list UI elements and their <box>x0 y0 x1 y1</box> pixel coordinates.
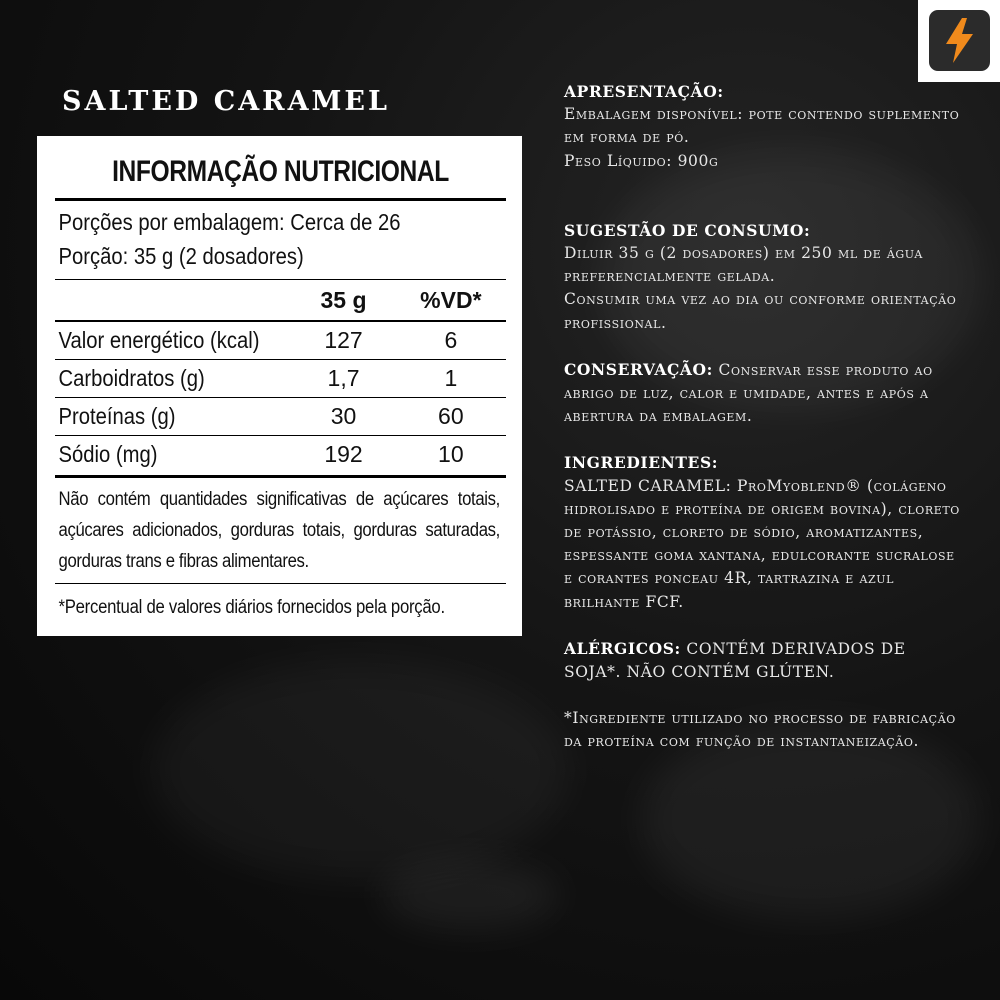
column-header: 35 g <box>320 286 367 313</box>
nutrient-amount: 30 <box>330 403 357 429</box>
nutrient-vd: 60 <box>438 403 464 429</box>
nutrient-name: Valor energético (kcal) <box>58 327 260 353</box>
portion-size: Porção: 35 g (2 dosadores) <box>58 243 304 269</box>
storage-label: CONSERVAÇÃO: <box>564 359 713 379</box>
storage-text: Conservar esse produto ao abrigo de luz, calor e umidade, antes e após a abertura da embalagem. <box>564 360 933 426</box>
table-row <box>55 436 506 473</box>
nutrition-facts-table <box>37 136 522 636</box>
presentation-text: Embalagem disponível: pote contendo suplemento em forma de pó. <box>564 105 960 147</box>
table-row <box>55 360 506 397</box>
smoke-texture <box>380 860 560 930</box>
table-header-row <box>55 280 506 320</box>
usage-label: SUGESTÃO DE CONSUMO: <box>564 220 811 240</box>
product-title: SALTED CARAMEL <box>62 86 390 117</box>
smoke-texture <box>150 660 570 880</box>
table-row <box>55 322 506 359</box>
allergens-section <box>564 637 964 684</box>
nutrient-vd: 6 <box>444 327 458 353</box>
nutrient-amount: 1,7 <box>327 365 360 391</box>
nutrient-name: Sódio (mg) <box>58 441 158 467</box>
net-weight: Peso Líquido: 900g <box>564 151 719 170</box>
table-row <box>55 398 506 435</box>
ingredients-text: SALTED CARAMEL: ProMyoblend® (colágeno hidrolisado e proteína de origem bovina), cloreto de potássio, cloreto de sódio, aromatizantes, espessante goma xantana, edulcorante sucralose e corantes ponceau 4R, tartrazina e azul brilhante FCF. <box>564 476 960 611</box>
nutrition-title: INFORMAÇÃO NUTRICIONAL <box>112 155 449 188</box>
usage-text: Diluir 35 g (2 dosadores) em 250 ml de água preferencialmente gelada. <box>564 244 923 286</box>
nutrient-vd: 10 <box>438 441 464 467</box>
nutrient-name: Proteínas (g) <box>58 403 176 429</box>
portions-per-package: Porções por embalagem: Cerca de 26 <box>58 209 401 235</box>
nutrient-amount: 192 <box>324 441 363 467</box>
allergens-label: ALÉRGICOS: <box>564 638 681 658</box>
lightning-bolt-icon <box>929 10 990 71</box>
allergens-text: CONTÉM DERIVADOS DE SOJA*. NÃO CONTÉM GLÚTEN. <box>564 639 906 682</box>
presentation-label: APRESENTAÇÃO: <box>564 82 724 101</box>
nutrient-vd: 1 <box>444 365 458 391</box>
info-footnote: *Ingrediente utilizado no processo de fabricação da proteína com função de instantaneização. <box>564 709 956 751</box>
usage-frequency: Consumir uma vez ao dia ou conforme orientação profissional. <box>564 290 957 332</box>
nutrition-note: Não contém quantidades significativas de açúcares totais, açúcares adicionados, gorduras totais, gorduras saturadas, gorduras trans e fibras alimentares. <box>58 489 500 572</box>
storage-section <box>564 358 964 429</box>
nutrient-amount: 127 <box>324 327 363 353</box>
logo-badge <box>929 10 990 71</box>
nutrition-footnote: *Percentual de valores diários fornecidos pela porção. <box>58 597 445 618</box>
brand-logo <box>918 0 1000 82</box>
column-header: %VD* <box>420 286 482 313</box>
nutrient-name: Carboidratos (g) <box>58 365 205 391</box>
ingredients-label: INGREDIENTES: <box>564 453 719 473</box>
product-info <box>564 80 964 754</box>
